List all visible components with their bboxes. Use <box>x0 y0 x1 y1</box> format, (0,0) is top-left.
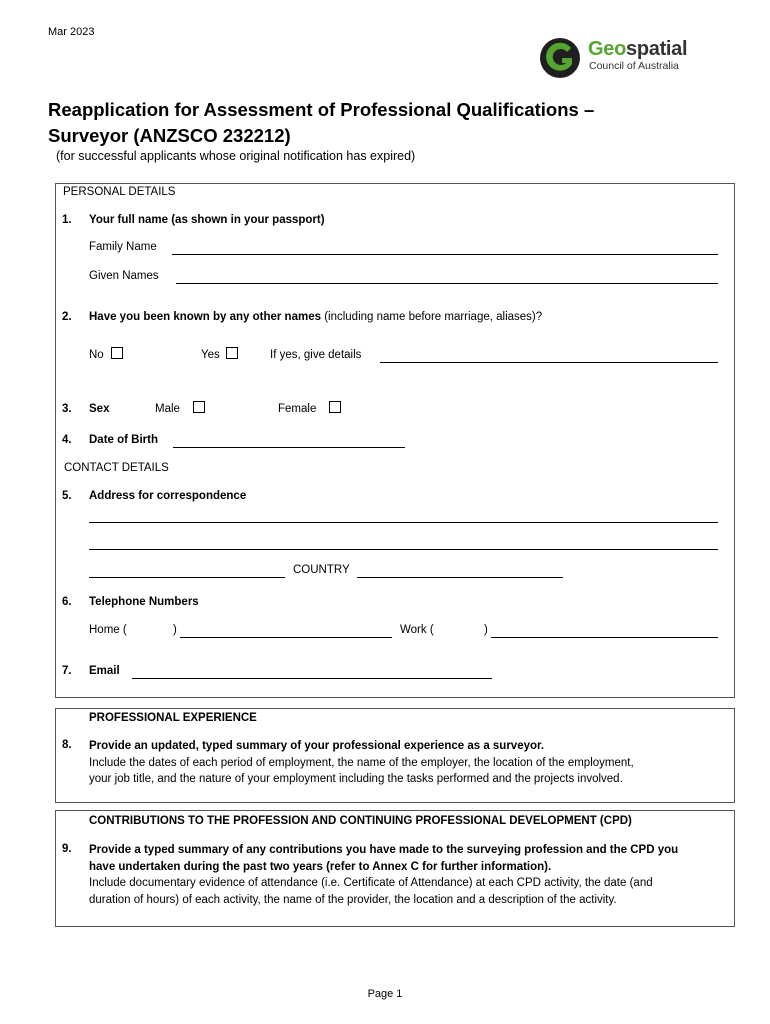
q5-number: 5. <box>62 490 72 502</box>
q6-label: Telephone Numbers <box>89 596 199 608</box>
work-phone-paren: ) <box>484 624 488 636</box>
q8-text: Provide an updated, typed summary of your professional experience as a surveyor. Include the dates of each period of employment, the name of the employer, the location of the employment, your job title, and the nature of your employment including the tasks performed and the projects involved. <box>89 740 634 785</box>
document-date: Mar 2023 <box>48 26 95 38</box>
logo-mark-icon <box>538 36 584 80</box>
logo-subtitle: Council of Australia <box>589 60 679 72</box>
q1-number: 1. <box>62 214 72 226</box>
other-names-no-checkbox[interactable] <box>111 347 123 359</box>
q7-number: 7. <box>62 665 72 677</box>
home-phone-paren: ) <box>173 624 177 636</box>
other-names-yes-label: Yes <box>201 349 220 361</box>
experience-heading: PROFESSIONAL EXPERIENCE <box>89 712 257 724</box>
given-names-label: Given Names <box>89 270 159 282</box>
sex-male-checkbox[interactable] <box>193 401 205 413</box>
other-names-details-field[interactable] <box>380 362 718 363</box>
page-subtitle: (for successful applicants whose original notification has expired) <box>56 149 416 163</box>
q9-text: Provide a typed summary of any contributions you have made to the surveying profession and the CPD you have undertaken during the past two years (refer to Annex C for further information). Include documentary evidence of attendance (i.e. Certificate of Attendance) at each CPD activity, the date (and duration of hours) of each activity, the name of the provider, the location and a description of the activity. <box>89 844 679 906</box>
if-yes-label: If yes, give details <box>270 349 362 361</box>
q2-label: Have you been known by any other names (including name before marriage, aliases)? <box>89 311 543 323</box>
home-phone-label: Home ( <box>89 624 127 636</box>
address-line-2-field[interactable] <box>89 549 718 550</box>
q2-number: 2. <box>62 311 72 323</box>
family-name-label: Family Name <box>89 241 157 253</box>
given-names-field[interactable] <box>176 283 718 284</box>
geospatial-council-logo <box>538 36 718 80</box>
address-line-1-field[interactable] <box>89 522 718 523</box>
page-title: Reapplication for Assessment of Professional Qualifications – Surveyor (ANZSCO 232212) <box>48 99 595 146</box>
home-phone-field[interactable] <box>180 637 392 638</box>
address-line-3-field[interactable] <box>89 577 285 578</box>
cpd-heading: CONTRIBUTIONS TO THE PROFESSION AND CONTINUING PROFESSIONAL DEVELOPMENT (CPD) <box>89 815 632 827</box>
q3-label: Sex <box>89 403 110 415</box>
other-names-yes-checkbox[interactable] <box>226 347 238 359</box>
personal-details-heading: PERSONAL DETAILS <box>63 186 176 198</box>
sex-female-checkbox[interactable] <box>329 401 341 413</box>
other-names-no-label: No <box>89 349 104 361</box>
contact-details-heading: CONTACT DETAILS <box>64 462 169 474</box>
q8-number: 8. <box>62 739 72 751</box>
sex-female-label: Female <box>278 403 317 415</box>
q6-number: 6. <box>62 596 72 608</box>
q9-number: 9. <box>62 843 72 855</box>
q5-label: Address for correspondence <box>89 490 247 502</box>
work-phone-field[interactable] <box>491 637 718 638</box>
country-field[interactable] <box>357 577 563 578</box>
q4-number: 4. <box>62 434 72 446</box>
family-name-field[interactable] <box>172 254 718 255</box>
date-of-birth-field[interactable] <box>173 447 405 448</box>
work-phone-label: Work ( <box>400 624 434 636</box>
q4-label: Date of Birth <box>89 434 158 446</box>
country-label: COUNTRY <box>293 564 350 576</box>
email-field[interactable] <box>132 678 492 679</box>
page-number: Page 1 <box>367 988 403 1000</box>
sex-male-label: Male <box>155 403 180 415</box>
logo-wordmark: Geospatial <box>588 38 688 60</box>
q1-label: Your full name (as shown in your passport) <box>89 214 325 226</box>
q7-label: Email <box>89 665 120 677</box>
q3-number: 3. <box>62 403 72 415</box>
